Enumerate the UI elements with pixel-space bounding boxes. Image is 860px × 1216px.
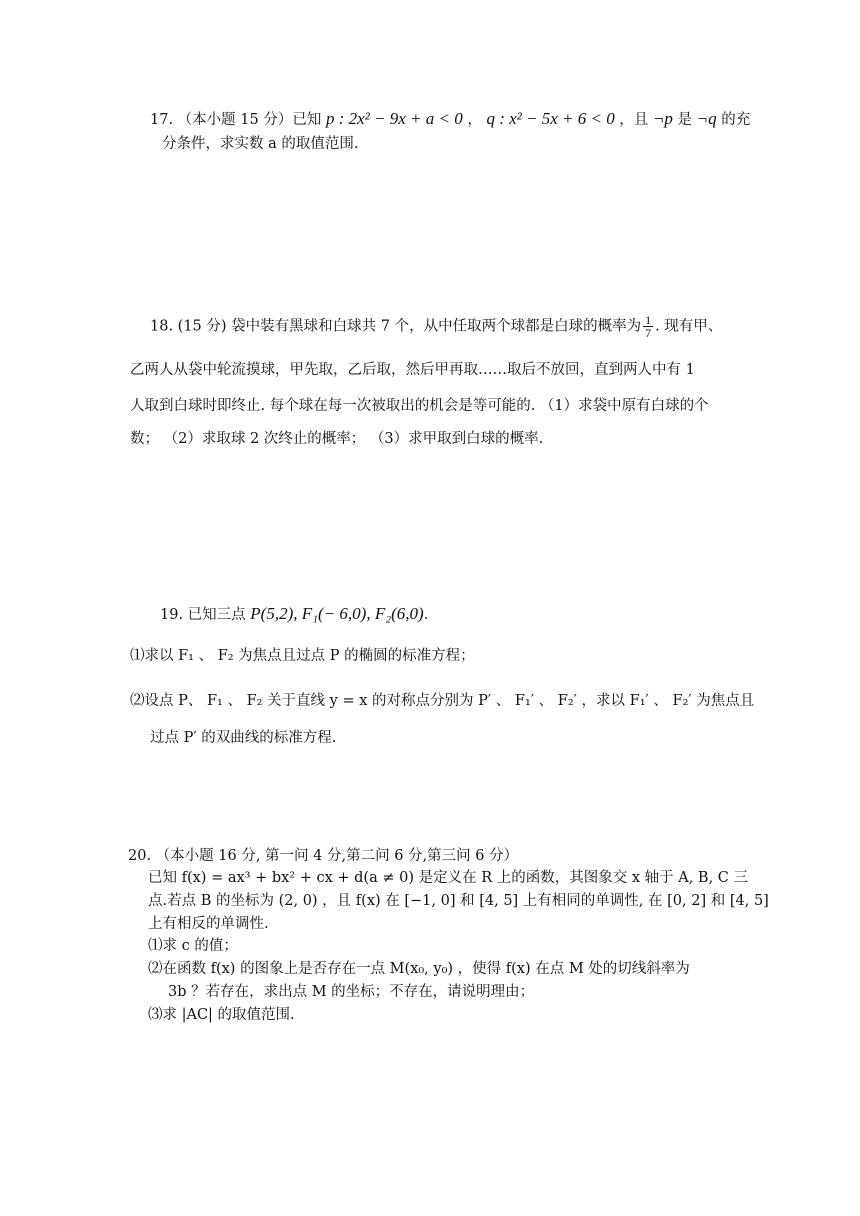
q19-line-4: 过点 P′ 的双曲线的标准方程. [150,730,337,746]
q17-text-c: 是 [672,112,697,128]
q20-line-4: 上有相反的单调性. [148,916,269,932]
q17-expr-p: p : 2x² − 9x + a < 0 [325,109,463,128]
q18-line-1-tail: . 现有甲、 [655,318,723,335]
q20-line-6: ⑵在函数 f(x) 的图象上是否存在一点 M(x₀, y₀) ，使得 f(x) 在点 M 处的切线斜率为 [148,961,690,977]
q18-line-2: 乙两人从袋中轮流摸球，甲先取，乙后取，然后甲再取……取后不放回，直到两人中有 1 [130,362,695,378]
q18-line-4: 数； （2）求取球 2 次终止的概率； （3）求甲取到白球的概率. [130,431,544,447]
q17-sep: ， [462,112,487,128]
q19-line-3: ⑵设点 P、 F₁ 、 F₂ 关于直线 y = x 的对称点分别为 P′ 、 F₁′ 、 F₂′ ，求以 F₁′ 、 F₂′ 为焦点且 [130,693,755,709]
q20-line-5: ⑴求 c 的值； [148,938,238,954]
q17-not-q: ¬q [696,109,717,128]
q19-points-expr: P(5,2), F₁(− 6,0), F₂(6,0) [250,604,424,623]
q17-line-1-prefix: 17. （本小题 15 分）已知 [150,112,326,128]
q18-fraction-numerator: 1 [645,313,652,327]
q20-line-2: 已知 f(x) = ax³ + bx² + cx + d(a ≠ 0) 是定义在 R 上的函数，其图象交 x 轴于 A, B, C 三 [148,870,748,886]
q17-text-d: 的充 [716,112,751,128]
q20-line-3: 点.若点 B 的坐标为 (2, 0) ，且 f(x) 在 [−1, 0] 和 [4, 5] 上有相同的单调性, 在 [0, 2] 和 [4, 5] [148,893,769,909]
q20-line-8: ⑶求 |AC| 的取值范围. [148,1007,295,1023]
q17-expr-q: q : x² − 5x + 6 < 0 [486,109,615,128]
q19-line-1-prefix: 19. 已知三点 [160,607,251,623]
q19-line-1-end: . [423,607,429,623]
q17-not-p: ¬p [652,109,673,128]
q20-line-1: 20. （本小题 16 分, 第一问 4 分,第二问 6 分,第三问 6 分） [128,848,519,864]
q18-line-1 [150,314,722,339]
q19-line-2: ⑴求以 F₁ 、 F₂ 为焦点且过点 P 的椭圆的标准方程； [130,648,475,664]
q18-line-3: 人取到白球时即终止. 每个球在每一次被取出的机会是等可能的. （1）求袋中原有白球的个 [130,398,709,414]
q17-line-2: 分条件，求实数 a 的取值范围. [162,136,359,152]
q18-fraction-denominator: 7 [645,326,652,340]
q19-line-1 [160,603,428,626]
q17-line-1 [150,108,750,131]
q17-text-b: ，且 [614,112,653,128]
q18-fraction [643,314,653,339]
q20-line-7: 3b ？若存在，求出点 M 的坐标；不存在，请说明理由； [168,984,535,1000]
q18-line-1-text: 18. (15 分) 袋中装有黑球和白球共 7 个，从中任取两个球都是白球的概率为 [150,318,642,335]
